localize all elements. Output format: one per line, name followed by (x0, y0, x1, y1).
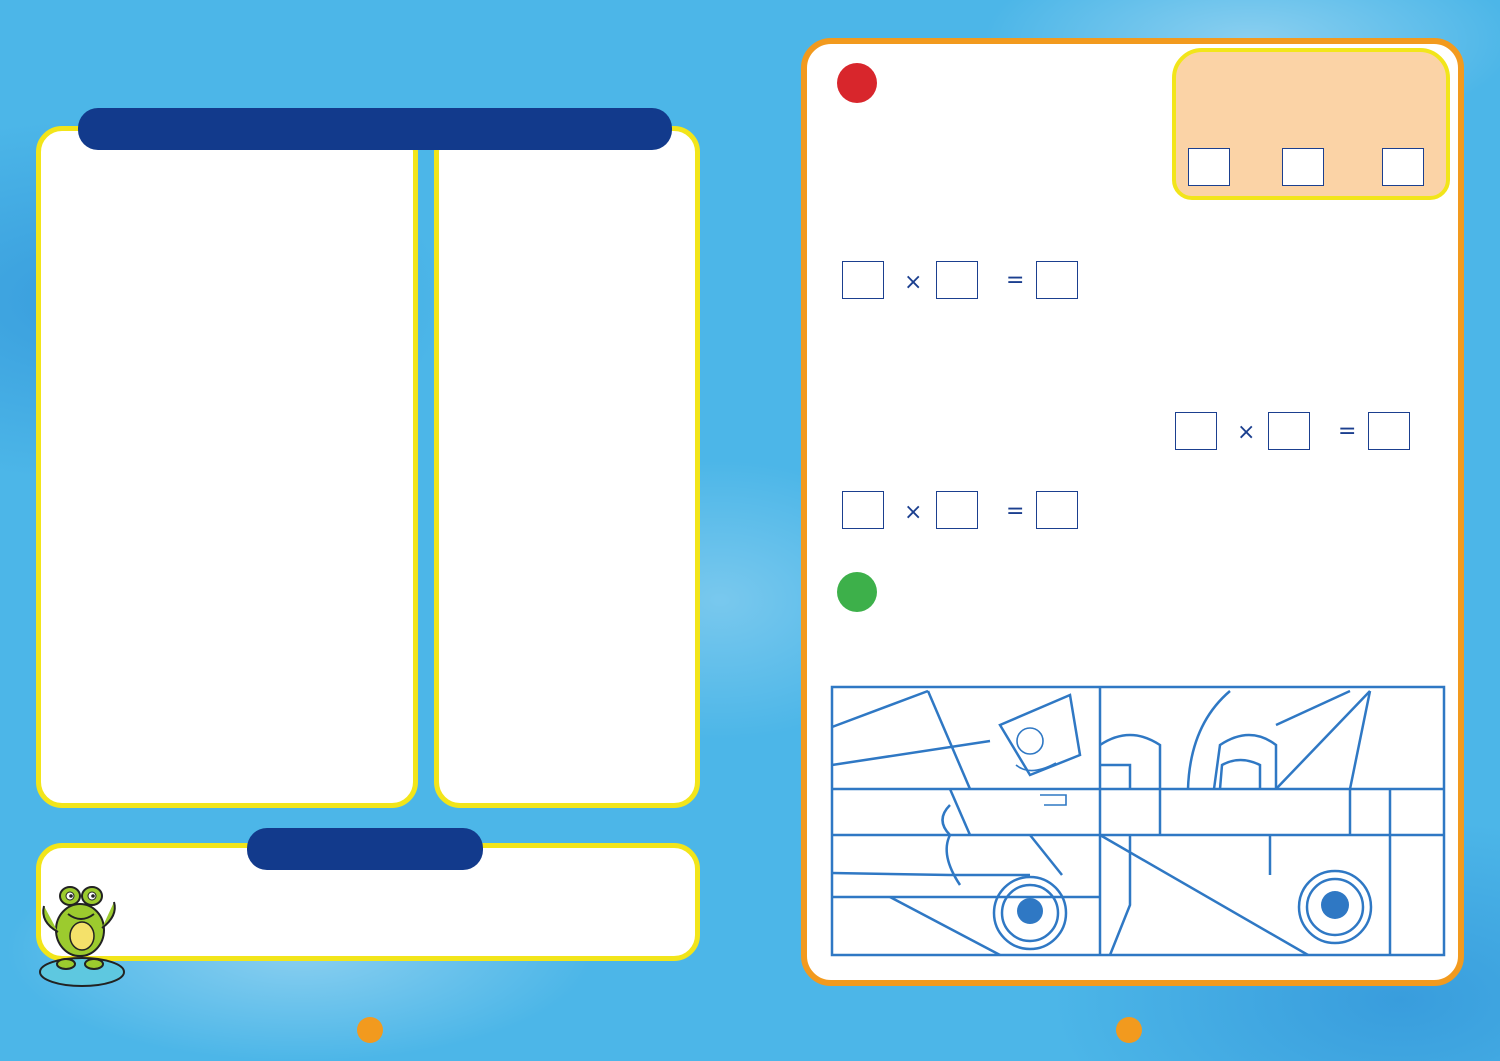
set3-result-input[interactable] (1036, 491, 1078, 529)
set2-factor-b-input[interactable] (1268, 412, 1310, 450)
example-factor-b (1282, 148, 1324, 186)
times-table-row (66, 745, 436, 794)
set3-times: × (904, 500, 923, 525)
page-number-9 (1116, 1017, 1142, 1043)
page-number-8 (357, 1017, 383, 1043)
times-table-row (66, 451, 436, 500)
set3-equals: = (1006, 499, 1025, 524)
frog-mascot-icon (30, 872, 130, 992)
set1-factor-b (936, 261, 978, 299)
set1-equals: = (1006, 268, 1025, 293)
times-table-row (66, 402, 436, 451)
set2-times: × (1237, 420, 1256, 445)
did-you-know-heading (247, 828, 483, 870)
times-table-row (66, 304, 436, 353)
question-1-badge (837, 63, 877, 103)
set1-result-input[interactable] (1036, 261, 1078, 299)
set3-factor-a-input[interactable] (842, 491, 884, 529)
set1-factor-a-input[interactable] (842, 261, 884, 299)
set3-factor-b-input[interactable] (936, 491, 978, 529)
example-factor-a (1188, 148, 1230, 186)
times-table-row (66, 206, 436, 255)
times-table-row (66, 500, 436, 549)
set2-result-input[interactable] (1368, 412, 1410, 450)
times-table-row (66, 647, 436, 696)
set1-times: × (904, 270, 923, 295)
times-table-list (66, 206, 406, 806)
question-2-badge (837, 572, 877, 612)
example-result (1382, 148, 1424, 186)
times-table-row (66, 696, 436, 745)
set2-equals: = (1338, 419, 1357, 444)
times-table-row (66, 353, 436, 402)
fill-answers-list (450, 206, 690, 806)
intro-banner (78, 108, 672, 150)
times-table-row (66, 598, 436, 647)
set2-factor-a-input[interactable] (1175, 412, 1217, 450)
times-table-row (66, 549, 436, 598)
colouring-puzzle[interactable] (830, 685, 1446, 957)
times-table-row (66, 255, 436, 304)
